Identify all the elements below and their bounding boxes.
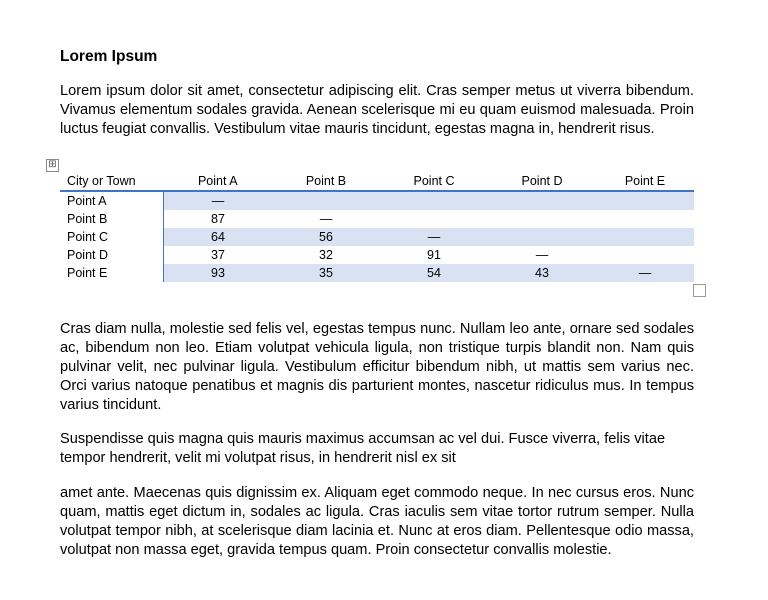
paragraph-3[interactable]: Suspendisse quis magna quis mauris maximus accumsan ac vel dui. Fusce viverra, felis vitae tempor hendrerit, velit mi volutpat risus, in hendrerit nisl ex sit (60, 431, 666, 466)
table-cell[interactable] (596, 228, 694, 246)
paragraph-2[interactable]: Cras diam nulla, molestie sed felis vel, egestas tempus nunc. Nullam leo ante, ornare sed sodales ac, bibendum non leo. Etiam volutpat vehicula ligula, non tristique turpis blandit non. Nam quis pulvinar velit, nec pulvinar ligula. Vestibulum efficitur bibendum nibh, ut mattis sem varius nec. Orci varius natoque penatibus et magnis dis parturient montes, nascetur ridiculus mus. In tempus varius tincidunt. (60, 321, 694, 413)
table-cell[interactable]: 35 (272, 264, 380, 282)
table-row (60, 191, 694, 210)
table-cell[interactable] (488, 191, 596, 210)
table-header-cell[interactable]: City or Town (60, 171, 164, 191)
table-cell[interactable] (380, 210, 488, 228)
table-cell[interactable]: — (164, 191, 273, 210)
table-cell[interactable]: — (380, 228, 488, 246)
table-resize-handle[interactable] (693, 284, 706, 297)
table-move-handle-icon[interactable]: ⊞ (46, 159, 59, 172)
table-header-row (60, 171, 694, 191)
table-cell[interactable]: 37 (211, 248, 225, 262)
table-cell[interactable]: 32 (319, 248, 333, 262)
table-cell[interactable] (488, 210, 596, 228)
table-cell[interactable]: 54 (380, 264, 488, 282)
table-header-cell[interactable]: Point A (164, 171, 273, 191)
table-row (60, 264, 694, 282)
table-cell[interactable] (596, 191, 694, 210)
table-cell[interactable] (272, 191, 380, 210)
table-header-cell[interactable]: Point E (596, 171, 694, 191)
distance-table[interactable] (60, 171, 694, 282)
table-header-cell[interactable]: Point C (380, 171, 488, 191)
table-header-cell[interactable]: Point D (488, 171, 596, 191)
table-cell[interactable]: — (596, 264, 694, 282)
table-cell[interactable]: — (535, 248, 549, 262)
document-title[interactable]: Lorem Ipsum (60, 48, 158, 65)
table-cell[interactable] (488, 228, 596, 246)
table-cell[interactable]: 91 (427, 248, 441, 262)
table-header-cell[interactable]: Point B (272, 171, 380, 191)
table-row (60, 228, 694, 246)
table-cell[interactable]: — (319, 212, 333, 226)
table-cell[interactable] (596, 210, 694, 228)
table-cell[interactable]: 56 (272, 228, 380, 246)
paragraph-1[interactable]: Lorem ipsum dolor sit amet, consectetur adipiscing elit. Cras semper metus ut viverra bibendum. Vivamus elementum sodales gravida. Aenean scelerisque mi eu quam euismod malesuada. Proin luctus feugiat convallis. Vestibulum vitae mauris tincidunt, egestas magna in, hendrerit risus. (60, 83, 694, 137)
table-row (60, 246, 694, 264)
table-cell[interactable]: 93 (164, 264, 273, 282)
table-cell[interactable] (596, 246, 694, 264)
table-cell[interactable]: 87 (211, 212, 225, 226)
table-cell[interactable]: 43 (488, 264, 596, 282)
row-label[interactable]: Point B (60, 210, 164, 228)
row-label[interactable]: Point C (60, 228, 164, 246)
paragraph-4[interactable]: amet ante. Maecenas quis dignissim ex. Aliquam eget commodo neque. In nec cursus eros. Nunc quam, mattis eget dictum in, sodales ac ligula. Cras iaculis sem vitae tortor rutrum semper. Nulla volutpat tempor nibh, at scelerisque diam lacinia et. Nunc at eros diam. Pellentesque odio massa, volutpat non massa eget, gravida tempus quam. Proin consectetur convallis molestie. (60, 485, 694, 558)
row-label[interactable]: Point A (60, 191, 164, 210)
row-label[interactable]: Point D (60, 246, 164, 264)
row-label[interactable]: Point E (60, 264, 164, 282)
table-row (60, 210, 694, 228)
table-cell[interactable] (380, 191, 488, 210)
table-cell[interactable]: 64 (164, 228, 273, 246)
